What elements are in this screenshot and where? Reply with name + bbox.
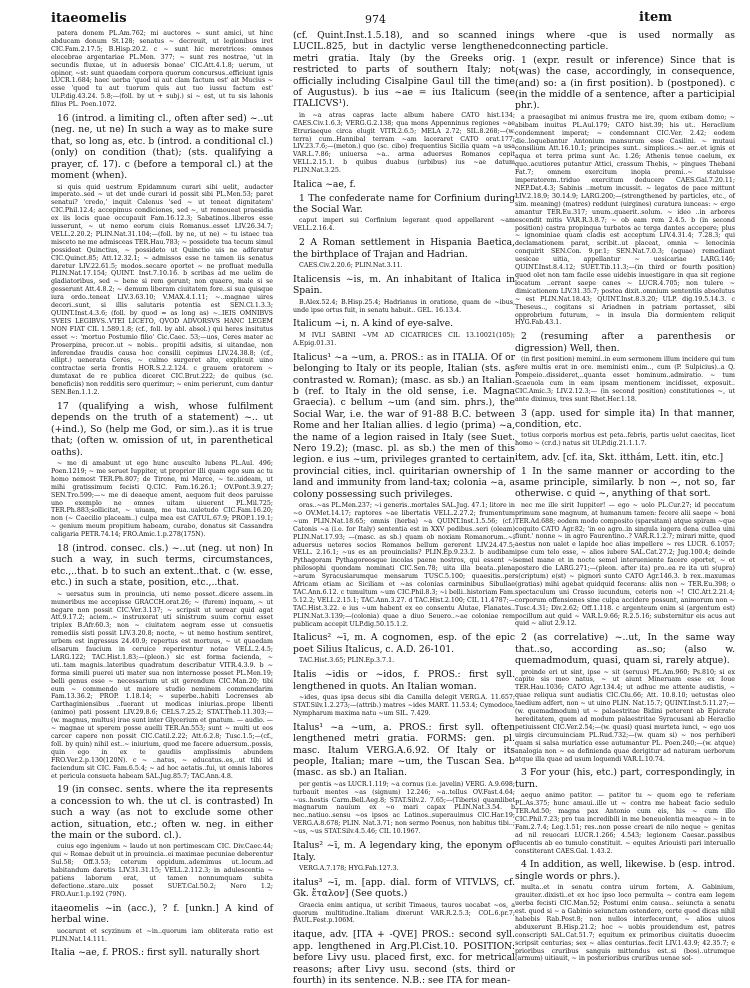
itaque-sense-3: 3 (app. used for simple ita) In that manner, condition, etc. [515,407,735,430]
italia-continued: (cf. Quint.Inst.1.5.18), and so scanned in LUCIL.825, but in dactylic verse lengthened metri gratia. Italy (by the Greeks orig. restricted to parts of southern Italy; not officially including Cisalpine Gaul till the time of Augustus). b ius ~ae = ius Italicum (see ITALICVS¹). [293,30,515,110]
sense-17: 17 (qualifying a wish, whose fulfilment depends on the truth of a statement) ~.. ut (+ind.), So (help me God, or sim.)..as it is true that; (often w. omission of ut, in parenthetical oaths). [51,400,273,458]
quotation: TAC.Hist.3.65; PLIN.Ep.3.7.1. [299,657,395,665]
quotation: caput imperi sui Corfinium legerant quod appellarent ~am VELL.2.16.4. [293,217,515,233]
quotation: aequo animo patitor. — patitor tu ~ quom ego te referiam PL.As.375; hunc amaui..ille ut ~ contra me habeat facio sedulo TER.Ad.50; magna pax Antonio cum eis, his ~ cum illo CIC.Phil.7.23; pro tua incredibili in me beneuolentia meaque ~ in te Fam.2.7.4; Leg.1.51; res..non posse creari de nilo neque ~ genitas ad nil reuocari LUCR.1.266; 4.543; legionem Caesar..passibus ducentis ab eo tumulo constituit. ~ equites Ariouisti pari interuallo constiterant CAES.Gal. 1.43.2. [515,792,735,855]
entry-italus-2: Italus² ~ī, m. A legendary king, the eponym of Italy. [293,840,515,863]
entry-italicum: Italicum ~i, n. A kind of eye-salve. [293,318,454,330]
quotation: si quis quid uestrum Epidamnum curari sibi uelit, audacter imperato..sed ~ ut det unde curari id possit sibi PL.Men.53; paret senatui? 'credo,' inquit Calenus 'sed ~ ut teneat dignitatem' CIC.Phil.12.4; accepimus condiciones, sed ~, ut remoueat praesidia ex iis locis quae occupauit Fam.16.12.3; Sabatinos..liberos esse iusserunt, ~ ut nemo eorum ciuis Romanus..esset LIV.26.34.7; VELL.2.20.2; PLIN.Nat.31.104;—(foll. by ne, ut ne) ~ tu istaec tua misceto ne me admisceas TER.Hau.783; ~ possidete tua tecum simul possideat Quinctius, ~ possideto ut Quinctio uis ne adferatur CIC.Quinct.85; Att.12.32.1; ~ admissos esse ne tamen iis senatus daretur LIV.22.61.5; modos..secare oportet ~ ne profluat medulla PLIN.Nat.17.154; QUINT. Inst.7.10.16. b scribas ad me uelim de gladiatoribus, sed ~ bene si rem gerunt; non quaero, male si se gesserunt Att.4.8.2; ~ demum liberam ciuitatem fore..si sua quisque iura ordo..teneat LIV.3.63.10; V.MAX.4.1.11; ~..magnae uires decori..sunt, si illis salutaris potentia est SEN.Cl.1.3.3; QUINT.Inst.4.3.6; (foll. by quod = as long as) ~..IEIS OMNIBVS SVEIS LEGIBVS..VTEI LICETO, QVOD ADVORSVS HANC LEGEM NON FIAT CIL 1.589.1.8; (cf., foll. by abl. absol.) qui heres insitutus esset ~: 'mortuo Postumio filio' Cic.Caec. 53;—uos, Ceres mater ac Proserpina, precor..ut ~ nobis.. propitii adsitis, si uitandae, non inferendae fraudis causa hoc consilii cepimus LIV.24.38.8; (cf., ellipt.) uenerata Ceres, ~ culmo surgeret alto, explicuit uino contractae seria frontis HOR.S.2.2.124. c grauem oratorem ~ dumtaxat de re publica diceret CIC.Brut.222; de quibus (sc. beneficiis) non redditis sero querimur; ~ enim perierunt, cum dantur SEN.Ben.1.1.2. [51,183,273,397]
quotation: patera donem PL.Am.762; mi auctores ~ sunt amici, ut hinc abducam donum St.128; senatus ~ decreuit, ut legionibus iret CIC.Fam.2.17.5; B.Hisp.20.2. c ~ sunt hic meretrices: omnes elecebrae argentariae PL.Men. 377; ~ sunt res nostrae, 'ut in secundis fluxae, ut in aduersis bonae' CIC.Att.4.1.8; uerum, ut opinor, ~st: sunt quaedam corpora quorum concursus..efficiunt ignis LUCR.1.684; haec uerba 'quod ui aut clam factum est' ait Mucius ~ esse 'quod tu aut tuorum quis aut tuo iussu factum est' ULP.dig.43.24. 5.8;—(foll. by ut + subj.) si ~ est, ut tu sis lahonis filius PL. Poen.1072. [51,30,273,109]
entry-italus-3: italus³ ~ī, m. [app. dial. form of VITVLVS, cf. Gk. ἔταλον] (See quots.) [293,876,515,900]
right-guideword: item [639,10,672,25]
page-number: 974 [365,13,386,26]
column-1 [51,30,273,961]
entry-italus-1: Italus¹ ~a ~um, a. PROS.: first syll. often lengthened metri gratia. FORMS: gen. pl. masc. Italum VERG.A.6.92. Of Italy or its people, Italian; mare ~um, the Tuscan Sea. b (masc. as sb.) an Italian. [293,721,515,779]
entry-itaeomelis: itaeomelis ~in (acc.), ? f. [unkn.] A kind of herbal wine. [51,902,273,926]
entry-italicensis: Italicensis ~is, m. An inhabitant of Italica in Spain. [293,273,515,297]
itaque-continued: ings where -que is used normally as connecting particle. [515,30,735,53]
italica-sense-2: 2 A Roman settlement in Hispania Baetica, the birthplace of Trajan and Hadrian. [293,237,515,260]
quotation: multa..et in senatu contra uirum fortem, A. Gabinium, grauiter..dixisti..et ex hoc ipso loco permulta ~ contra eam legem uerba fecisti CIC.Man.52; Postumi enim causa.. seiuncta a senatu est. quod si ~ a Gabinio seiunctam ostendero, certe quod dicas nihil habebis Rab.Post.8; non nullos interfecerunt, ~ alios uiuos abduxerunt B.Hisp.21.2; hoc ~ uobis prouidendum est, patres conscripti SAL.Cat.51.7; equitum ex primoribus ciuitatis duoecim scripsit centurias; sex ~ alias centurias..fecit LIV.1.43.9; 42.35.7; e prioribus cruribus sanguis mittendus est..si (bos)..utrumque (armum) uitiauit, ~ in posterioribus cruribus uenae sol- [515,884,735,963]
quotation: oras..~as PL.Men.237; ~i generis..mortales SAL.Jug. 47.1; litore in ~o OV.Met.14.17; raptores ~ae libertatis VELL.2.27.2; frumentum ~um PLIN.Nat.18.65; omnis (herba) ~a QUINT.Inst.1.5.56; (cf.) Catonis ~a (i.e. for Italy) sententia est in XXV pedibus..seri (oleam) PLIN.Nat.17.93; —(masc. as sb.) quam ob noxiam Romanorum..~i aduersus ueteres socios Romanos bellum gererent LIV.24.47.5; VELL. 2.16.1; ~us es an prouincialis? PLIN.Ep.9.23.2. b audibam Pythagoram Pythagoreosque incolas paene nostros, qui essent ~i philosophi quondam nominati CIC.Sen.78; uita illa beata..plena ~arum Syracusiarumque mensarum TUSC.5.100; quaesitis..per Africam etiam ac Siciliam et ~as colonias carminibus Sibullae TAC.Ann.6.12. c tumultum ~um CIC.Phil.8.3; ~i belli..historiam Fam. 5.12.2; VELL.2.15.1; TAC.Ann.3.27. d TAC.Hist.2.100; CIL 11.4787;—TAC.Hist.3.22. e ius ~um habent ex eo consentu Alutae, Flanates.. PLIN.Nat.3.139;—(colonia) quae a diuo Seuero..~ae coloniae rem publicam accepit ULP.dig.50.15.1.2. [293,501,515,628]
quotation: nec me ille sirit Iuppiter! — ego ~ uolo PL.Cur.27; id peccatum primum sane magnum, at humanum tamen: fecere alii saepe ~ boni TER.Ad.688; eodem modo composito (sparsitam) atque spiram ~que coquito CATO Agr.82; 'in eo agro..in singula iugera dena cullea uini fiunt.' nonne ~ in agro Faurentino..? VAR.R.1.2.7; mirari mitte, quod aestus non ualet e lapide hoc alias impellere ~ res LUCR. 6.1057; ipse cum telo esse, ~ alios iubere SAL.Cat.27.2; Jug.100.4; deinde semel mane et in nocte semel interueniente facere oportet, ~ et postero die LARG.271;—(pleon. after ita) pro..ea re ita uti s(upra) s(criptum) e(st) ~ pignori sunto CATO Agr.146.3. b rex..maxumas (gratias) mihi agebat quidquid fecerans: aliis non ~ TER.Eu.398; o spectaculum uni Crasso iucundum, ceteris non ~! CIC.Att.2.21.4; corporum offensiones sine culpa accidere possunt, animorum non ~ Tusc.4.31; Div.2.62; Off.1.118. c argenteum enim si (argentum est) pocillum aut quid ~ VAR.L.9.66; R.2.5.16; substernitur eis acus aut quid ~ aliut 2.9.12. [515,501,735,628]
quotation: ~ides, quas ipsa decus sibi dia Camilla delegit VERG.A. 11.657; STAT.Silv.1.2.273;—(attrib.) matres ~ides MART. 11.53.4; Cymodoce, Nympharum maxima natu ~um SIL. 7.429. [293,694,515,717]
entry-itaque: itaque, adv. [ITA + -QVE] PROS.: second syll. app. lengthened in Arg.Pl.Cist.10. POSITION: before Livy usu. placed first, exc. for metrical reasons; after Livy usu. second (sts. third or fourth) in its sentence. N.B.: see ITA for mean- [293,929,515,986]
entry-italicus-1: Italicus¹ ~a ~um, a. PROS.: as in ITALIA. Of or belonging to Italy or its people, Italian (sts. as contrasted w. Roman); (masc. as sb.) an Italian. b (ref. to Italy in the old sense, i.e. Magna Graecia). c bellum ~um (and sim. phrs.), the Social War, i.e. the war of 91-88 B.C. between Rome and her Italian allies. d legio (prima) ~a, the name of a legion raised in Italy (see Suet. Nero 19.2); (masc. pl. as sb.) the men of this legion. e ius ~um, privileges granted to certain provincial cities, incl. quiritarian ownership of land and immunity from land-tax; colonia ~a, a colony possessing such privileges. [293,351,515,500]
quotation: VERG.A.7.178; HYG.Fab.127.3. [299,864,399,872]
left-guideword: itaeomelis [51,11,127,26]
item-sense-2: 2 (as correlative) ~..ut, In the same way that..so, according as..so; (also w. quemadmodum, quasi, quam si, rarely atque). [515,632,735,667]
quotation: in ~a atras capras lacte album habere CATO hist.134; CAES.Civ.1.6.3; VERG.G.2.138; qua mons Appenninus regiones ~ae Etruriaeque circa elugit VITR.2.6.5; MELA 2.72; SIL.8.268;—(w. terra) cum..Hannibal terram ~am laceraret CATO orat.177; LIV.23.7.6;—(meton.) quo (sc. cibo) frequentius Sicilia quam ~a usa VAR.L.7.86; uniuersa ~a.. arma aduersus Romanos cepit VELL.2.15.1. b quibus duabus (urbibus) ius ~ae datum PLIN.Nat.3.25. [293,111,515,175]
quotation: cuius ego ingenium ~ laudo ut non pertimescam CIC. Div.Caec.44; qui ~ Romae debuit ut in prouincia..ei maximae pecuniae deberentur Sul.58; Off.3.53; ceterum oppidum..ademimus ut..locum..ad habitandum daretis LIV.31.31.15; VELL.2.112.3; in adulescentia ~ patiens laborum erat, ut tamen nonnumquam subita defectione..stare..uix posset SUET.Cal.50.2; Nero 1.2; FRO.Aur.1.p.192 (79N). [51,843,273,898]
sense-18: 18 (introd. consec. cls.) ~..ut (neg. ut non) In such a way, in such terms, circumstances, etc.,..that. b to such an extent..that. c (w. esse, etc.) in such a state, position, etc.,..that. [51,543,273,589]
entry-italis: Italis ~idis or ~idos, f. PROS.: first syll. lengthened in quots. An Italian woman. [293,669,515,692]
item-sense-3: 3 For your (his, etc.) part, correspondingly, in turn. [515,767,735,790]
item-sense-1: 1 In the same manner or according to the same principle, similarly. b non ~, not so, far otherwise. c quid ~, anything of that sort. [515,465,735,500]
sense-19: 19 (in consec. sents. where the ita represents a concession to wh. the ut cl. is contrasted) In such a way (as not to exclude some other action, situation, etc.; often w. neg. in either the main or the subord. cl.). [51,784,273,842]
entry-item: item, adv. [cf. ita, Skt. itthám, Lett. itin, etc.] [515,452,724,464]
sense-16: 16 (introd. a limiting cl., often after sed) ~..ut (neg. ne, ut ne) In such a way as to make sure that, so long as, etc. b (introd. a conditional cl.) (only) on condition (that); (sts. qualifying a prayer, cf. 17). c (before a temporal cl.) at the moment (when). [51,113,273,182]
quotation: CAES.Civ.2.20.6; PLIN.Nat.3.11. [299,261,403,269]
quotation: B.Alex.52.4; B.Hisp.25.4; Hadrianus in oratione, quam de ~ibus, unde ipse ortus fuit, in senatu habuit.. GEL. 16.13.4. [293,298,515,314]
quotation: totius corporis morbus est peta..febris, partis uelut caecitas, licet homo ~ (cr.d.) natus sit ULP.dig.21.1.1.7. [515,432,735,448]
italica-sense-1: 1 The confederate name for Corfinium during the Social War. [293,192,515,215]
item-sense-4: 4 In addition, as well, likewise. b (esp. introd. single words or phrs.). [515,859,735,882]
itaque-sense-1: 1 (expr. result or inference) Since that is (was) the case, accordingly, in consequence, (and) so: a (in first position). b (postponed). c (in the middle of a sentence, after a participial phr.). [515,54,735,112]
entry-italica: Italica ~ae, f. [293,179,356,191]
quotation: Graecia enim antiqua, ut scribit Timaeus, tauros uocabat ~os, a quorum multitudine..Italiam dixerunt VAR.R.2.5.3; COL.6.pr.7; PAUL.Fest.p.106M. [293,901,515,925]
entry-italia: Italia ~ae, f. PROS.: first syll. naturally short [51,947,260,959]
column-2 [293,30,515,988]
quotation: proinde eri ut sint, ipse ~ sit (seruus) PL.Am.960; Ps.810; si ex capite sis meo natus, ~ ut aiunt Mineruam esse ex Ioue TER.Hau.1036; CATO Agr.134.4; ut adhuc me attente audistis, ~ quae reliqua sunt audiatis CIC.Clu.66; Att. 10.8.10; uetustas oleo taedium adfert, non ~ ut uino PLIN. Nat.15.7; QUINT.Inst.5.11.27;—(w. quemadmodum) ut ~ palaestritae Bidini peterent ab Epicrate hereditatem, quem ad modum palaestritae Syracusani ab Heraclio petiuissent CIC.Ver.2.54;—(w. quasi) quasi murteta iunci, ~ ego uos uirgis circumuinciam PL.Rud.732;—(w. quam si) ~ nos perhiberi quam si salsa muriatica esse autumantur PL. Poen.240;—(w. atque) analogia non ~ ea definienda quae derigitur ad naturam uerborum atque illa quae ad usum loquendi VAR.L.10.74. [515,668,735,763]
itaque-sense-2: 2 (resuming after a parenthesis or digression) Well, then. [515,331,735,354]
quotation: (in first position) meminí..in eum sermonem illum incidere qui tum fere multis erat in ore. meministi enim.., cum (P. Sulpicius)..a Q. Pompeio..dissideret,..quanta esset hominum..admiratio. ~ tum Scaeuola cum in eam ipsam mentionem incidisset, exposuit.. CIC.Amic.3; LIV.2.12.3;— (in second position) constitutiones ~, ut ante diximus, tres sunt Rhet.Her.1.18. [515,356,735,403]
running-header [0,8,750,28]
quotation: ~ me di amabunt ut ego hunc ausculto lubens PL.Aul. 496; Poen.1219; ~ me seruet Iuppiter, ut proprior illi quam ego sum ac tu homo nemost TER.Ph.807; de Tirone, mi Marce, ~ te..uideam, ut mihi gratissimum fecisti Q.CIC. Fam.16.26.1; OV.Pont.3.9.27; SEN.Tro.599;—~ me di deaeque ament, aequom fuit deos paruisse uno exemplo ne omnes uitam uiuerent PL.Mil.725; TER.Ph.883;sollicitat, ~ uiuam, me tua..ualetudo CIC.Fam.16.20; non (~ Caecilio placeam..) culpa mea est CATUL.67.9; PROP.1.19.1; ~ genium meum propitium habeam, curabo, donatus sit Cassandra caligaria PETR.74.14; FRO.Amic.1.p.278(175N). [51,460,273,539]
column-3 [515,30,735,967]
entry-italicus-2: Italicus² ~ī, m. A cognomen, esp. of the epic poet Silius Italicus, c. A.D. 26-101. [293,632,515,655]
quotation: a praesagibat mi animus frustra me ire, quom exibam domo; ~ abibam inuitus PL.Aul.179; CATO hist.39; his ut.. Heraclium condemnent imperat; ~ condemnant CIC.Ver. 2.42; eodem die..loquebantur Antonium mansurum esse Casilini. ~ mutaui consilium Att.16.10.1; principes sunt.. simplices..~ aer..et ignis et aqua et terra prima sunt Ac. 1.26; Athenis tenue caelum, ex quo..acutiores putantur Attici, crassum Thebis, ~ pingues Thebani Fat.7; omnem exercitum inopia premi..~ statuisse imperatorem..triduo exercitum deducere CAES.Gal.7.20.11; NEP.Dat.4.3; Sabinis ..metum incussit. ~ legatos de pace mittunt LIV.2.18.9; 30.14.9; LARG.200;—(strengthened by particles, etc., of sim. meaning) (matres) reddunt (uirgines) curatura iunceas: ~ ergo amantur TER.Eu.317; unum..quaerit..solum. ~ ideo ..in arbores escendit mitis VAR.R.3.8.7; ~ ob eam rem 2.4.5. b (in second position) castra propinqua turbatos ac terga dantes accepere; plus ~ ignominiae quam cladis est acceptum LIV.4.31.4; 7.28.3; qui declamationem parat, scribit..ut placeat, omnia ~ lenocinia conquirit SEN.Con. 9.pr.1; SEN.Nat.7.0.3; (aquae) remediant uesicae uitia, appellantur ~ uesicariae LARG.146; QUINT.Inst.8.4.12; SUET.Tib.11.3;—(in third or fourth position) quod olet non tam facile esse uidebis inuestigare in qua sit regione locatum ..errant saepe canes ~ LUCR.4.705; non tulere ~ dimicationem LIV.31.35.7; postea dixit..omnium sententiis absolutus ~ est PLIN.Nat.18.43; QUINT.Inst.8.3.20; ULP. dig.19.5.14.3. c Theseus.., cogitans si Ariadnen in patriam portasset, sibi opprobrium futurum, ~ in insula Dia dormientem reliquit HYG.Fab.43.1. [515,113,735,327]
quotation: per gentis ~as LUCR.1.119; ~a cornus (i.e. javelin) VERG. A.9.698; turbauit mentes ~as (signum) 12.246; ~a..tellus OV.Fast.4.64; ~us..hostis Carm.Bell.Aeg.8; STAT.Silv.2. 7.65;—(Tiberis) quamlibet magnarum nauium ex ~o mari capax PLIN.Nat.3.54. b nec..natiuo..sensu ~os ipsos ac Latinos..superauimus CIC.Har.19; VERG.A.8.678; PLIN. Nat.3.71; non sermo Poenus, non habitus tibi..; ~us, ~us STAT.Silv.4.5.46; CIL 10.1967. [293,780,515,836]
quotation: uocarunt et scyzinum et ~in..quorum iam obliterata ratio est PLIN.Nat.14.111. [51,927,273,943]
quotation: ~ uersatus sum in prouincia, uti nemo posset..dicere assem..in muneribus me accepisse GRACCH.orat.26; ~ (furem) inquam, ~ ut negare non possit CIC.Ver.3.137; ~ scripsit ut uerear quid agat Att.9.17.2; aciem..~ instruxerat uti sinistrum suum cornu esset triplex B.Afr.60.3; non ~ ciuitatem aegram esse ut consuetis remediis sisti possit LIV.3.20.8; nocte, ~ ut nemo hostium sentiret, urbem est ingressus 24.40.9; repertus est mortuus, ~ ut quaedam elisarum faucium in ceruice reperirentur notae VELL.2.4.5; LARG.122; TAC.Hist.1.83;—(pleon.) sic est forma facienda, ~ uti..tam magnis..lateribus quadratum describatur VITR.4.3.9. b ~ forma simili puerei uti mater sua non internosse posset PL.Men.19; belli genus esse ~ necessarium ut sit gerendum CIC.Man.20; tibi eum ~ commendo ut maiore studio neminem commendarim Fam.13.36.2; PROP. 1.18.14; ~ superbe..habiti Locrenses ab Carthaginiensibus ..fuerant ut modicas iniurias..prope libenti (animo) pati possent LIV.29.8.6; CELS.7.25.2; STAT.Theb.11.303;—(w. magnus, multus) irae sunt inter Glycerium et gnatum. — audio. — ~ magnae ut sperem posse auelli TER.An.553; sunt ~ multi ut eos carcer capere non possit CIC.Catil.2.22; Att.6.2.8; Tusc.1.5;—(cf., foll. by quin) nihil est..~ iniurium, quod me facere aduersum..possis, quin ego in ex te gaudiis amplissimis abundem FRO.Ver.2.p.130(120N). c ~ ..natus, ~ educatus..es,..ut tibi id faciendum sit CIC. Fam.6.5.4; ~ ad hoc aetatis..fui, ut omnis labores et pericula consueta habeam SAL.Jug.85.7; TAC.Ann.4.8. [51,590,273,780]
quotation: M IVLI SABINI ~VM AD CICATRICES CIL 13.10021(105); A.Epig.01.31. [293,331,515,347]
